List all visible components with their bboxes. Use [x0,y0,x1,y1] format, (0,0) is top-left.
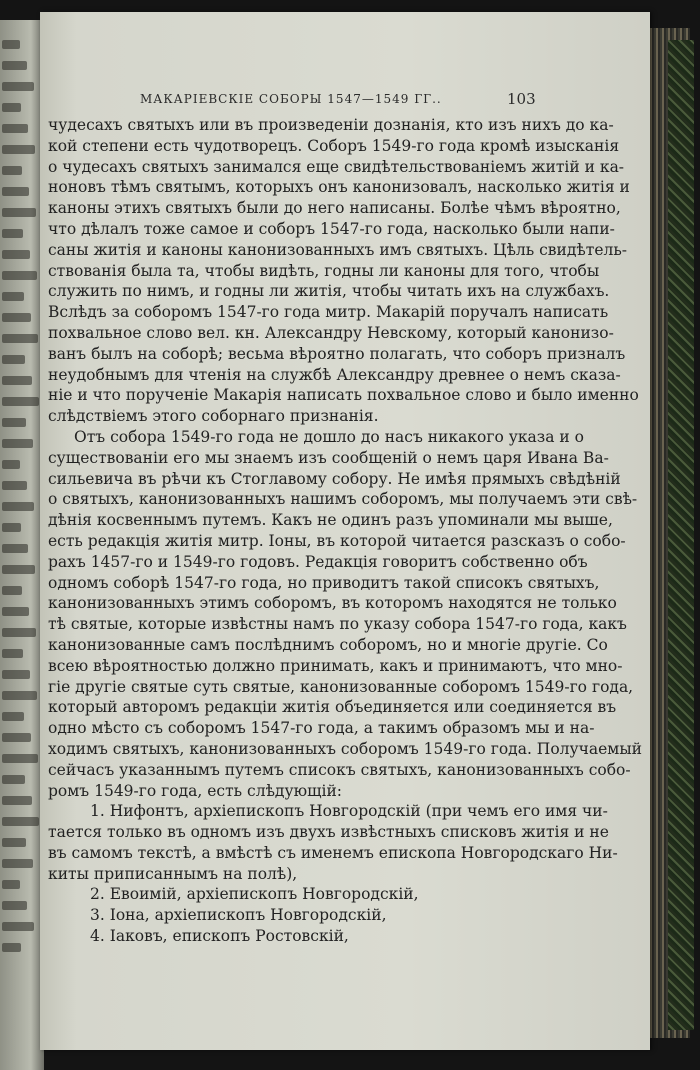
text-line: служить по нимъ, и годны ли житія, чтобы читать ихъ на службахъ. [48,282,610,301]
text-line: сейчасъ указаннымъ путемъ списокъ святыхъ, канонизованныхъ собо- [48,760,631,779]
facing-page-text-line [2,670,30,679]
facing-page-text-line [2,481,27,490]
text-line: ствованія была та, чтобы видѣть, годны ли каноны для того, чтобы [48,261,600,280]
facing-page-text-line [2,649,23,658]
text-line: кой степени есть чудотворецъ. Соборъ 1549-го года кромѣ изысканія [48,136,620,155]
facing-page-text-line [2,208,36,217]
facing-page-text-line [2,754,38,763]
text-line: всею вѣроятностью должно принимать, какъ и принимаютъ, что мно- [48,656,623,675]
facing-page-text-line [2,397,39,406]
text-line: похвальное слово вел. кн. Александру Невскому, который канонизо- [48,323,614,342]
text-line: Отъ собора 1549-го года не дошло до насъ никакого указа и о [74,427,584,446]
text-line: саны житія и каноны канонизованныхъ имъ святыхъ. Цѣль свидѣтель- [48,240,628,259]
text-line: дѣнія косвеннымъ путемъ. Какъ не одинъ разъ упоминали мы выше, [48,511,613,530]
facing-page-text-line [2,607,29,616]
text-line: о святыхъ, канонизованныхъ нашимъ соборомъ, мы получаемъ эти свѣ- [48,490,638,509]
facing-page-text-line [2,733,31,742]
facing-page-text-line [2,775,25,784]
text-line: ромъ 1549-го года, есть слѣдующій: [48,781,343,800]
page-text [48,115,643,947]
facing-page-text-line [2,187,29,196]
page-number: 103 [507,90,536,108]
facing-page-text-line [2,103,21,112]
text-line: неудобнымъ для чтенія на службѣ Александру древнее о немъ сказа- [48,365,621,384]
book-page [40,12,650,1050]
text-line: чудесахъ святыхъ или въ произведеніи дознанія, кто изъ нихъ до ка- [48,116,614,134]
facing-page-text-line [2,124,28,133]
facing-page-text-line [2,460,20,469]
facing-page-text-line [2,271,37,280]
paragraph [48,115,639,427]
text-line: одномъ соборѣ 1547-го года, но приводитъ такой списокъ святыхъ, [48,573,600,592]
list-item [48,884,526,905]
facing-page-text-line [2,502,34,511]
facing-page-text-line [2,586,22,595]
facing-page-text-line [2,355,25,364]
facing-page-text-line [2,145,35,154]
text-line: 4. Іаковъ, епископъ Ростовскій, [90,927,349,946]
text-line: въ самомъ текстѣ, а вмѣстѣ съ именемъ епископа Новгородскаго Ни- [48,843,618,862]
facing-page-text-line [2,523,21,532]
facing-page-text-line [2,229,23,238]
text-line: киты приписаннымъ на полѣ), [48,864,298,883]
facing-page-text-line [2,565,35,574]
text-line: гіе другіе святые суть святые, канонизованные соборомъ 1549-го года, [48,677,634,696]
facing-page-text-line [2,859,33,868]
text-line: сильевича въ рѣчи къ Стоглавому собору. Не имѣя прямыхъ свѣдѣній [48,469,621,488]
facing-page-text-line [2,691,37,700]
text-line: одно мѣсто съ соборомъ 1547-го года, а такимъ образомъ мы и на- [48,719,595,738]
text-line: есть редакція житія митр. Іоны, въ которой читается разсказъ о собо- [48,531,626,550]
facing-page-text-line [2,880,20,889]
text-line: ноновъ тѣмъ святымъ, которыхъ онъ канонизовалъ, насколько житія и [48,178,630,197]
facing-page-text-line [2,313,31,322]
facing-page-text-line [2,418,26,427]
running-head: МАКАРІЕВСКІЕ СОБОРЫ 1547—1549 ГГ.. [140,92,442,106]
text-line: 2. Евоимій, архіепископъ Новгородскій, [90,885,419,904]
facing-page-text-line [2,796,32,805]
text-line: Вслѣдъ за соборомъ 1547-го года митр. Макарій поручалъ написать [48,303,609,322]
facing-page-text-line [2,82,34,91]
text-line: что дѣлалъ тоже самое и соборъ 1547-го года, насколько были напи- [48,219,615,238]
facing-page-text-line [2,250,30,259]
left-page-edge [0,20,44,1070]
text-line: тѣ святые, которые извѣстны намъ по указу собора 1547-го года, какъ [48,615,627,634]
text-line: который авторомъ редакціи житія объединяется или соединяется въ [48,698,617,717]
facing-page-text-line [2,40,20,49]
text-line: ванъ былъ на соборѣ; весьма вѣроятно полагать, что соборъ призналъ [48,344,626,363]
facing-page-text-line [2,838,26,847]
text-line: тается только въ одномъ изъ двухъ извѣстныхъ списковъ житія и не [48,823,609,842]
text-line: существованіи его мы знаемъ изъ сообщеній о немъ царя Ивана Ва- [48,448,609,467]
text-line: о чудесахъ святыхъ занимался еще свидѣтельствованіемъ житій и ка- [48,157,625,176]
text-line: канонизованные самъ послѣднимъ соборомъ, но и многіе другіе. Со [48,635,608,654]
facing-page-text-line [2,628,36,637]
list-item [48,926,526,947]
paragraph [48,427,643,801]
book-cover-edge [668,40,694,1030]
facing-page-text-line [2,292,24,301]
text-line: канонизованныхъ этимъ соборомъ, въ которомъ находятся не только [48,594,617,613]
facing-page-text-line [2,334,38,343]
text-line: 3. Іона, архіепископъ Новгородскій, [90,906,387,925]
facing-page-text-line [2,901,27,910]
facing-page-text-line [2,712,24,721]
text-line: каноны этихъ святыхъ были до него написаны. Болѣе чѣмъ вѣроятно, [48,199,621,218]
text-line: рахъ 1457-го и 1549-го годовъ. Редакція говоритъ собственно объ [48,552,588,571]
facing-page-text-line [2,544,28,553]
text-line: ходимъ святыхъ, канонизованныхъ соборомъ 1549-го года. Получаемый [48,739,643,758]
facing-page-text-line [2,61,27,70]
facing-page-text-line [2,817,39,826]
text-line: ніе и что порученіе Макарія написать похвальное слово и было именно [48,386,639,405]
facing-page-text-line [2,922,34,931]
text-line: слѣдствіемъ этого соборнаго признанія. [48,407,379,426]
facing-page-text-line [2,439,33,448]
facing-page-text-line [2,166,22,175]
facing-page-text-line [2,376,32,385]
facing-page-text-line [2,943,21,952]
list-item [48,905,526,926]
list-item [48,801,618,884]
text-line: 1. Нифонтъ, архіепископъ Новгородскій (при чемъ его имя чи- [90,802,608,821]
